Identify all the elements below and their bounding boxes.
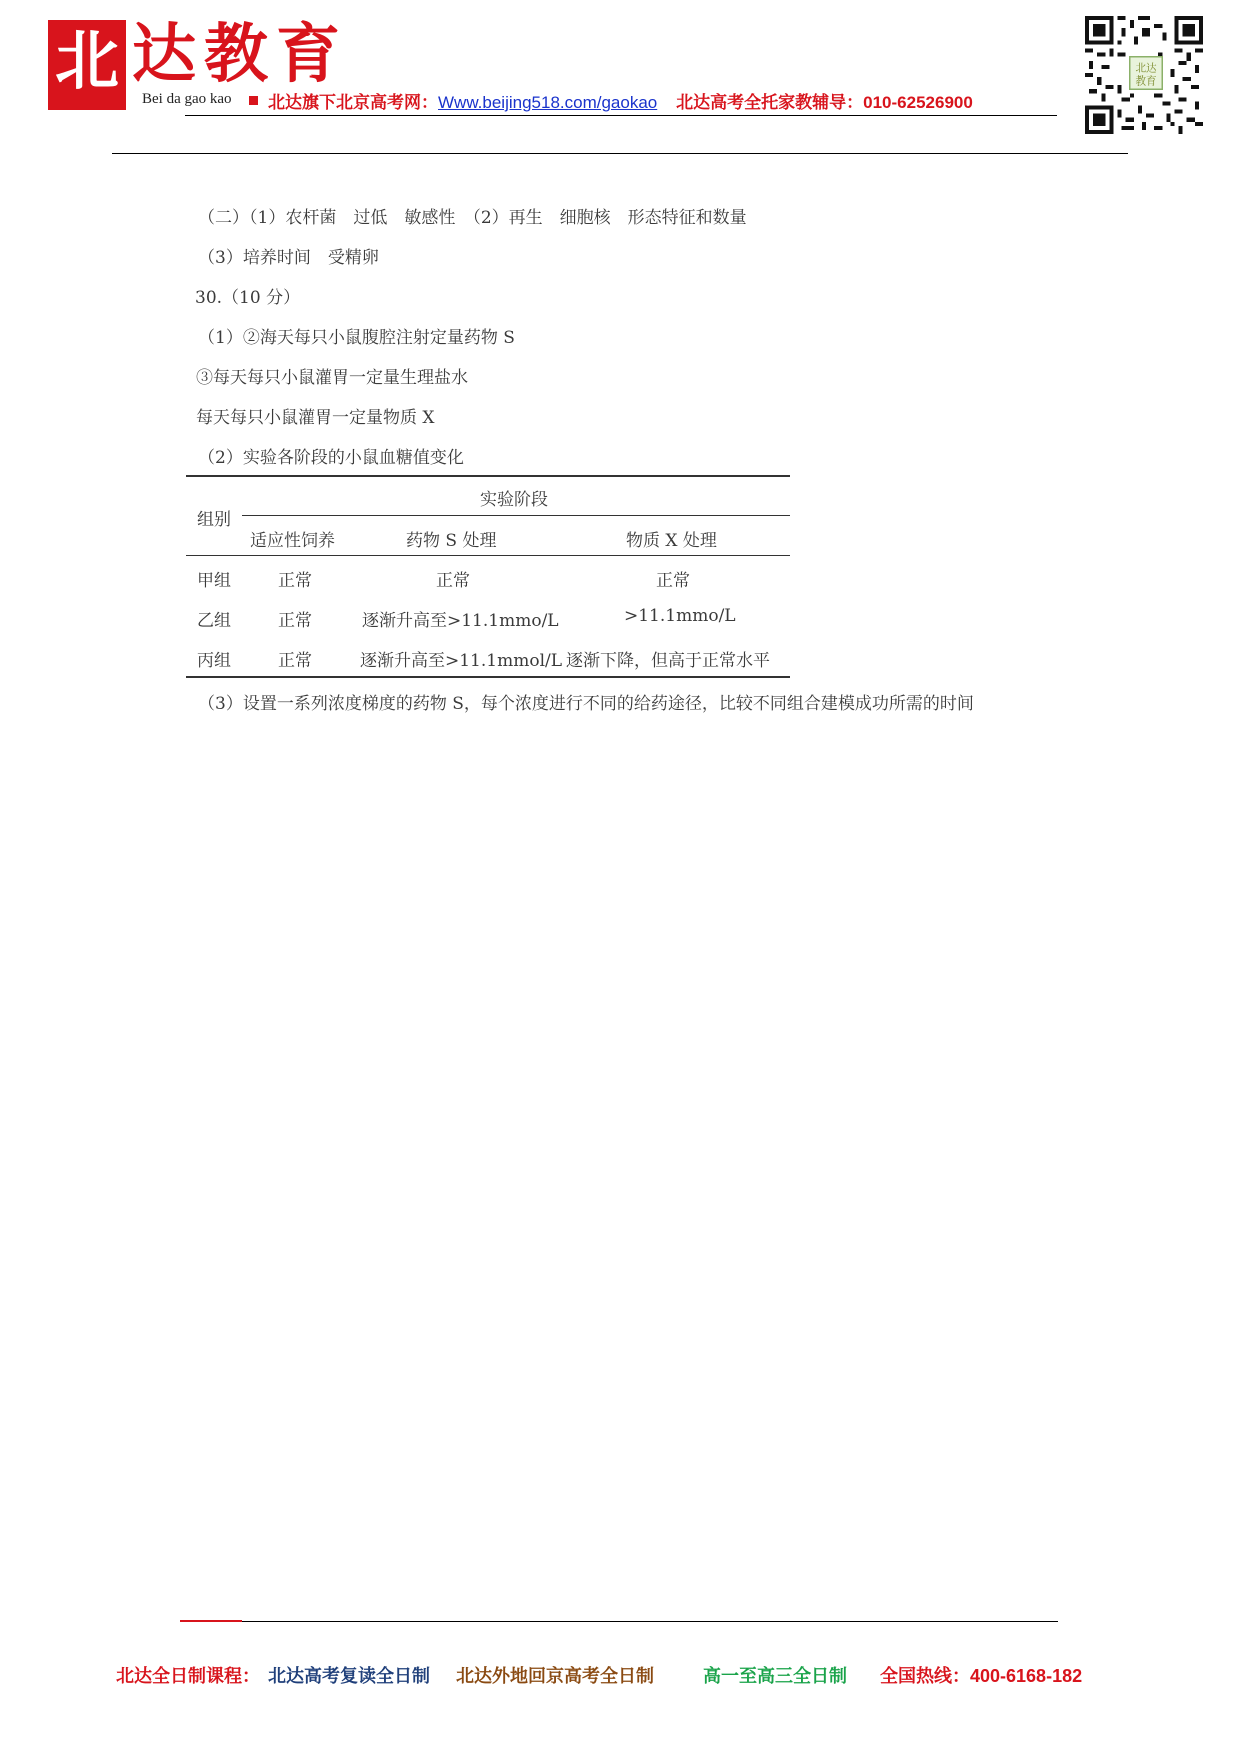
page-top-rule	[112, 153, 1128, 154]
footer-hotline: 全国热线：400-6168-182	[880, 1666, 1083, 1686]
table-cell: 正常	[278, 611, 312, 631]
table-cell-group: 甲组	[197, 571, 231, 591]
table-bottom-rule	[186, 676, 790, 678]
qr-code-icon	[1085, 16, 1203, 134]
table-cell-group: 丙组	[197, 651, 231, 671]
tagline-spacer	[657, 93, 676, 112]
answer-line-4: （1）②海天每只小鼠腹腔注射定量药物 S	[198, 328, 515, 348]
footer-rule-accent	[180, 1620, 242, 1622]
tagline-text: 北达旗下北京高考网：	[268, 93, 438, 112]
table-cell: 正常	[278, 571, 312, 591]
question-number: 30.（10 分）	[195, 288, 301, 308]
square-bullet-icon	[249, 96, 258, 105]
qr-label-bottom: 教育	[1135, 75, 1157, 88]
table-top-rule	[186, 475, 790, 477]
answer-line-2: （3）培养时间 受精卵	[198, 248, 379, 268]
table-cell: 逐渐下降，但高于正常水平	[566, 651, 770, 671]
answer-line-6: 每天每只小鼠灌胃一定量物质 X	[196, 408, 435, 428]
header-rule	[185, 115, 1057, 116]
logo-subtitle: Bei da gao kao	[142, 91, 232, 107]
table-cell-group: 乙组	[197, 611, 231, 631]
logo-mark	[48, 20, 126, 110]
header-tagline	[268, 88, 973, 113]
table-cell: >11.1mmo/L	[624, 606, 736, 626]
table-cell: 逐渐升高至>11.1mmol/L	[360, 651, 563, 671]
answer-line-7: （2）实验各阶段的小鼠血糖值变化	[198, 448, 464, 468]
table-cell: 正常	[656, 571, 690, 591]
site-link[interactable]: Www.beijing518.com/gaokao	[438, 93, 658, 112]
logo-glyph: 北	[55, 24, 119, 99]
table-col-header: 药物 S 处理	[406, 531, 497, 551]
table-cell: 逐渐升高至>11.1mmo/L	[362, 611, 559, 631]
table-cell: 正常	[278, 651, 312, 671]
answer-line-5: ③每天每只小鼠灌胃一定量生理盐水	[196, 368, 468, 388]
table-stage-header: 实验阶段	[480, 490, 548, 510]
footer-course-link[interactable]: 北达外地回京高考全日制	[456, 1666, 654, 1686]
answer-line-8: （3）设置一系列浓度梯度的药物 S，每个浓度进行不同的给药途径，比较不同组合建模成功所需的时间	[198, 694, 974, 714]
footer-course-link[interactable]: 北达高考复读全日制	[268, 1666, 430, 1686]
answer-line-1: （二）（1）农杆菌 过低 敏感性 （2）再生 细胞核 形态特征和数量	[198, 208, 747, 228]
table-col-header: 物质 X 处理	[626, 531, 717, 551]
table-col-header: 适应性饲养	[250, 531, 335, 551]
table-cell: 正常	[436, 571, 470, 591]
table-mid-rule	[186, 555, 790, 556]
tutor-phone: 北达高考全托家教辅导：010-62526900	[676, 93, 973, 112]
footer-label: 北达全日制课程：	[116, 1666, 260, 1686]
footer-course-link[interactable]: 高一至高三全日制	[703, 1666, 847, 1686]
table-header-rule	[242, 515, 790, 516]
qr-label-top: 北达	[1135, 62, 1157, 75]
table-group-header: 组别	[197, 510, 231, 530]
footer-rule	[180, 1621, 1058, 1622]
logo-wordmark: 达教育	[132, 17, 348, 92]
